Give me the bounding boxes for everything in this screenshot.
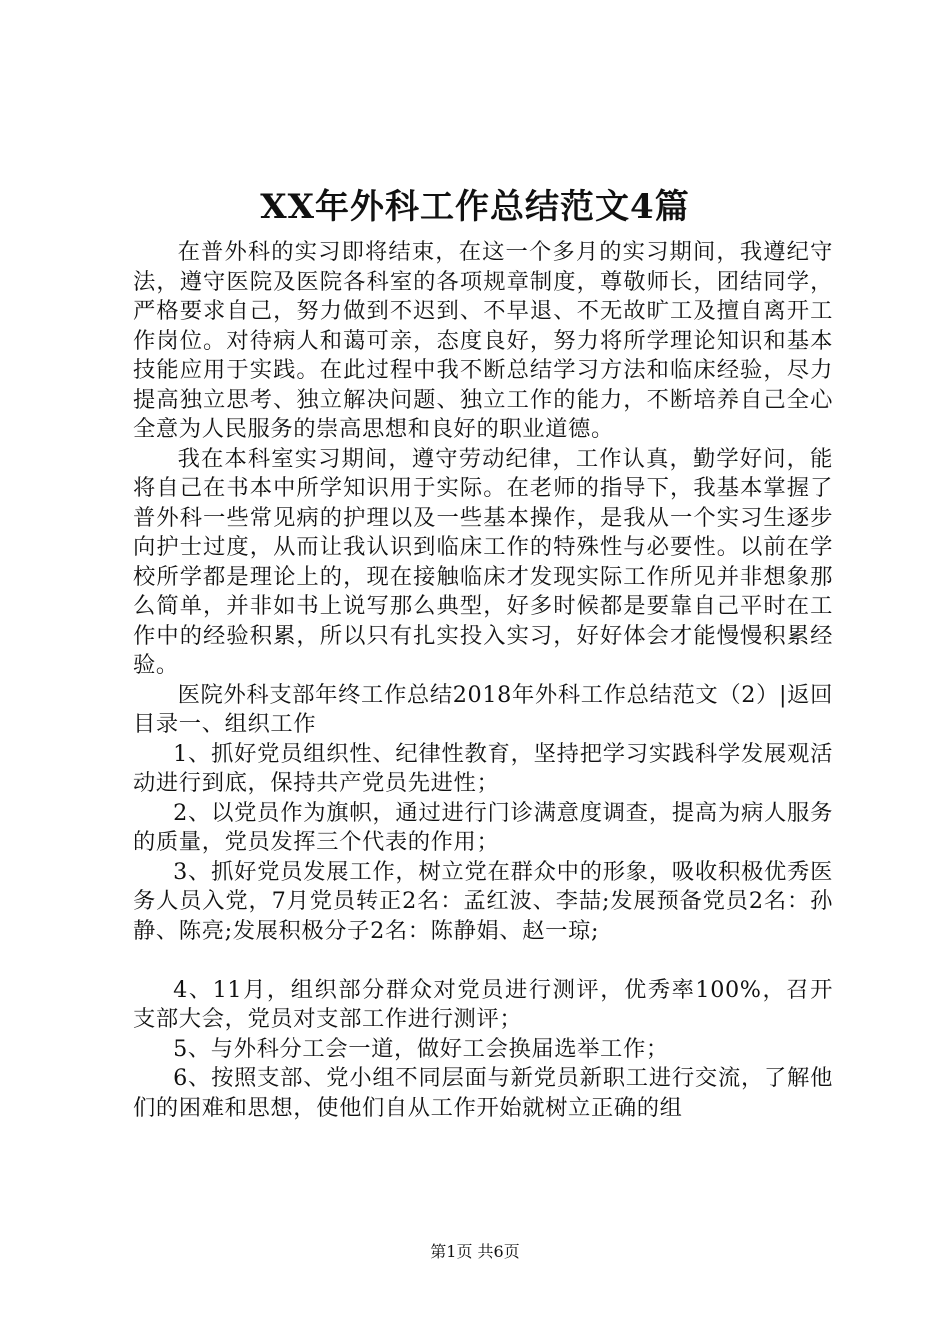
paragraph-department-practice: 我在本科室实习期间，遵守劳动纪律，工作认真，勤学好问，能将自己在书本中所学知识用于实际。在老师的指导下，我基本掌握了普外科一些常见病的护理以及一些基本操作，是我从一个实习生逐步向护士过度，从而让我认识到临床工作的特殊性与必要性。以前在学校所学都是理论上的，现在接触临床才发现实际工作所见并非想象那么简单，并非如书上说写那么典型，好多时候都是要靠自己平时在工作中的经验积累，所以只有扎实投入实习，好好体会才能慢慢积累经验。: [133, 445, 833, 678]
list-item: 2、以党员作为旗帜，通过进行门诊满意度调查，提高为病人服务的质量，党员发挥三个代表的作用；: [133, 799, 833, 855]
document-body: [133, 238, 833, 1123]
list-item: 5、与外科分工会一道，做好工会换届选举工作；: [173, 1035, 669, 1062]
blank-line: [133, 946, 833, 976]
list-item: 4、11月，组织部分群众对党员进行测评，优秀率100%，召开支部大会，党员对支部工作进行测评；: [133, 976, 833, 1032]
document-title: XX年外科工作总结范文4篇: [260, 187, 690, 227]
list-item: 6、按照支部、党小组不同层面与新党员新职工进行交流，了解他们的困难和思想，使他们自从工作开始就树立正确的组: [133, 1065, 833, 1121]
list-item: 1、抓好党员组织性、纪律性教育，坚持把学习实践科学发展观活动进行到底，保持共产党员先进性；: [133, 740, 833, 796]
page-number-footer: 第1页 共6页: [430, 1242, 520, 1261]
paragraph-internship-summary: 在普外科的实习即将结束，在这一个多月的实习期间，我遵纪守法，遵守医院及医院各科室的各项规章制度，尊敬师长，团结同学，严格要求自己，努力做到不迟到、不早退、不无故旷工及擅自离开工作岗位。对待病人和蔼可亲，态度良好，努力将所学理论知识和基本技能应用于实践。在此过程中我不断总结学习方法和临床经验，尽力提高独立思考、独立解决问题、独立工作的能力，不断培养自己全心全意为人民服务的崇高思想和良好的职业道德。: [133, 239, 833, 442]
paragraph-section-heading: 医院外科支部年终工作总结2018年外科工作总结范文（2）|返回目录一、组织工作: [133, 681, 833, 737]
list-item: 3、抓好党员发展工作，树立党在群众中的形象，吸收积极优秀医务人员入党，7月党员转正2名：孟红波、李喆;发展预备党员2名：孙静、陈亮;发展积极分子2名：陈静娟、赵一琼;: [133, 858, 833, 944]
